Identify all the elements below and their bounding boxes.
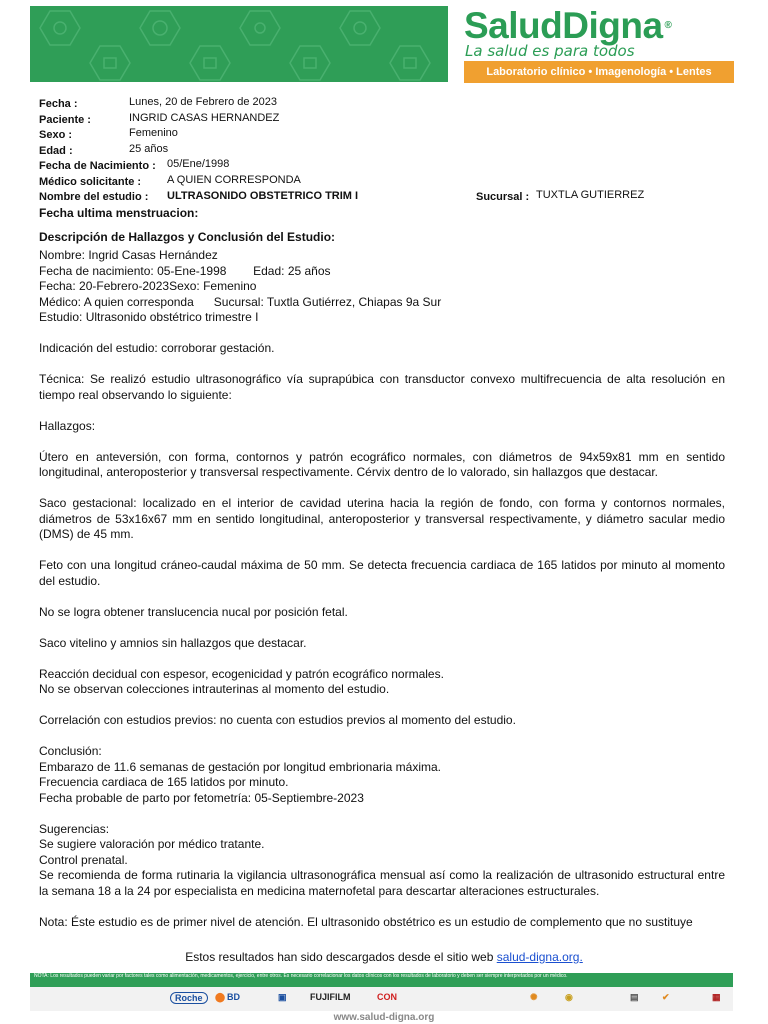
paciente-label: Paciente : xyxy=(39,114,91,126)
salud-digna-logo xyxy=(464,6,734,82)
sexo-value: Femenino xyxy=(129,127,178,139)
utero-paragraph: Útero en anteversión, con forma, contornos y patrón ecográfico normales, con diámetros de 94x59x81 mm en sentido longitudinal, anteroposterior y transversal respectivamente. Cérvix dentro de lo valorado, sin hallazgos que destacar. xyxy=(39,449,725,479)
conclusion-line: Embarazo de 11.6 semanas de gestación por longitud embrionaria máxima. xyxy=(39,759,441,774)
sugerencia-line: Se recomienda de forma rutinaria la vigilancia ultrasonográfica mensual así como la realización de ultrasonido estructural entre la semana 18 a la 24 por especialista en medicina maternofetal para descartar alteraciones estructurales. xyxy=(39,868,725,898)
sexo-label: Sexo : xyxy=(39,129,73,141)
bd-logo-icon: ⬤ xyxy=(215,992,226,1002)
services-bar: Laboratorio clínico • Imagenología • Lentes xyxy=(464,61,734,83)
report-line: Estudio: Ultrasonido obstétrico trimestre I xyxy=(39,310,259,324)
edad-label: Edad : xyxy=(39,145,73,157)
footer-note: NOTA: Los resultados pueden variar por factores tales como alimentación, medicamentos, ejercicio, entre otros. Es necesario correlacionar los datos clínicos con los resultados de laboratorio y deben ser siempre interpretados por un médico. xyxy=(30,973,733,987)
certification-icon: ▤ xyxy=(630,992,639,1002)
health-icons-pattern xyxy=(30,6,448,82)
registered-icon: ® xyxy=(664,20,672,31)
nacimiento-value: 05/Ene/1998 xyxy=(167,158,230,170)
feto-paragraph: Feto con una longitud cráneo-caudal máxima de 50 mm. Se detecta frecuencia cardiaca de 165 latidos por minuto al momento del estudio. xyxy=(39,558,725,588)
report-line: Médico: A quien corresponda Sucursal: Tuxtla Gutiérrez, Chiapas 9a Sur xyxy=(39,294,442,309)
fujifilm-logo: FUJIFILM xyxy=(310,992,351,1002)
estudio-value: ULTRASONIDO OBSTETRICO TRIM I xyxy=(167,190,359,202)
edad-value: 25 años xyxy=(129,143,169,155)
sugerencias-heading: Sugerencias: xyxy=(39,821,110,836)
logo-word-digna: Digna xyxy=(562,5,663,46)
sugerencia-line: Se sugiere valoración por médico tratante. xyxy=(39,837,265,851)
red-emblem-icon: ▦ xyxy=(712,992,721,1002)
con-logo: CON xyxy=(377,992,397,1002)
download-text: Estos resultados han sido descargados desde el sitio web xyxy=(185,950,497,964)
decidual-line-2: No se observan colecciones intrauterinas al momento del estudio. xyxy=(39,682,390,696)
hallazgos-heading: Hallazgos: xyxy=(39,418,96,433)
fecha-value: Lunes, 20 de Febrero de 2023 xyxy=(129,96,278,108)
download-notice xyxy=(0,950,768,964)
translucencia-paragraph: No se logra obtener translucencia nucal por posición fetal. xyxy=(39,604,348,619)
report-line: Nombre: Ingrid Casas Hernández xyxy=(39,248,218,262)
check-icon: ✔ xyxy=(662,992,670,1002)
conclusion-line: Fecha probable de parto por fetometría: 05-Septiembre-2023 xyxy=(39,790,364,805)
vitelino-paragraph: Saco vitelino y amnios sin hallazgos que destacar. xyxy=(39,635,307,650)
award-icon: ◉ xyxy=(565,992,573,1002)
logo-word-salud: Salud xyxy=(464,5,563,46)
saco-paragraph: Saco gestacional: localizado en el interior de cavidad uterina hacia la región de fondo, con forma y contornos normales, diámetros de 53x16x67 mm en sentido longitudinal, anteroposterior y transversal respectivamente, y diámetro sacular medio (DMS) de 45 mm. xyxy=(39,496,725,541)
sugerencia-line: Control prenatal. xyxy=(39,852,128,867)
sucursal-label: Sucursal : xyxy=(476,191,530,203)
fecha-label: Fecha : xyxy=(39,98,78,110)
sucursal-value: TUXTLA GUTIERREZ xyxy=(536,189,645,201)
report-body xyxy=(39,248,725,930)
nacimiento-label: Fecha de Nacimiento : xyxy=(39,160,156,172)
footer-partner-logos xyxy=(30,987,733,1011)
conclusion-heading: Conclusión: xyxy=(39,744,102,758)
roche-logo: Roche xyxy=(170,992,208,1004)
tecnica-paragraph: Técnica: Se realizó estudio ultrasonográfico vía suprapúbica con transductor convexo multifrecuencia de alta resolución en tiempo real observando lo siguiente: xyxy=(39,372,725,402)
correlacion-paragraph: Correlación con estudios previos: no cuenta con estudios previos al momento del estudio. xyxy=(39,713,516,727)
estudio-label: Nombre del estudio : xyxy=(39,191,149,203)
medico-label: Médico solicitante : xyxy=(39,176,142,188)
header xyxy=(30,6,733,83)
seal-icon: ✺ xyxy=(530,992,538,1002)
report-line: Fecha: 20-Febrero-2023Sexo: Femenino xyxy=(39,279,257,293)
logo-tagline: La salud es para todos xyxy=(465,42,635,60)
section-title: Descripción de Hallazgos y Conclusión del Estudio: xyxy=(39,230,336,244)
indicacion-paragraph: Indicación del estudio: corroborar gestación. xyxy=(39,341,275,355)
paciente-value: INGRID CASAS HERNANDEZ xyxy=(129,112,280,124)
salud-digna-link[interactable]: salud-digna.org. xyxy=(496,950,583,964)
report-line: Fecha de nacimiento: 05-Ene-1998 Edad: 25 años xyxy=(39,263,331,278)
badge-icon: ▣ xyxy=(278,992,287,1002)
footer-url: www.salud-digna.org xyxy=(333,1012,435,1023)
nota-paragraph: Nota: Éste estudio es de primer nivel de atención. El ultrasonido obstétrico es un estudio de complemento que no sustituye xyxy=(39,914,693,929)
decidual-line-1: Reacción decidual con espesor, ecogenicidad y patrón ecográfico normales. xyxy=(39,666,444,681)
fum-label: Fecha ultima menstruacion: xyxy=(39,206,199,220)
medico-value: A QUIEN CORRESPONDA xyxy=(167,174,301,186)
logo-wordmark xyxy=(464,6,671,46)
header-banner xyxy=(30,6,448,82)
conclusion-line: Frecuencia cardiaca de 165 latidos por minuto. xyxy=(39,775,289,789)
bd-logo: BD xyxy=(227,992,240,1002)
